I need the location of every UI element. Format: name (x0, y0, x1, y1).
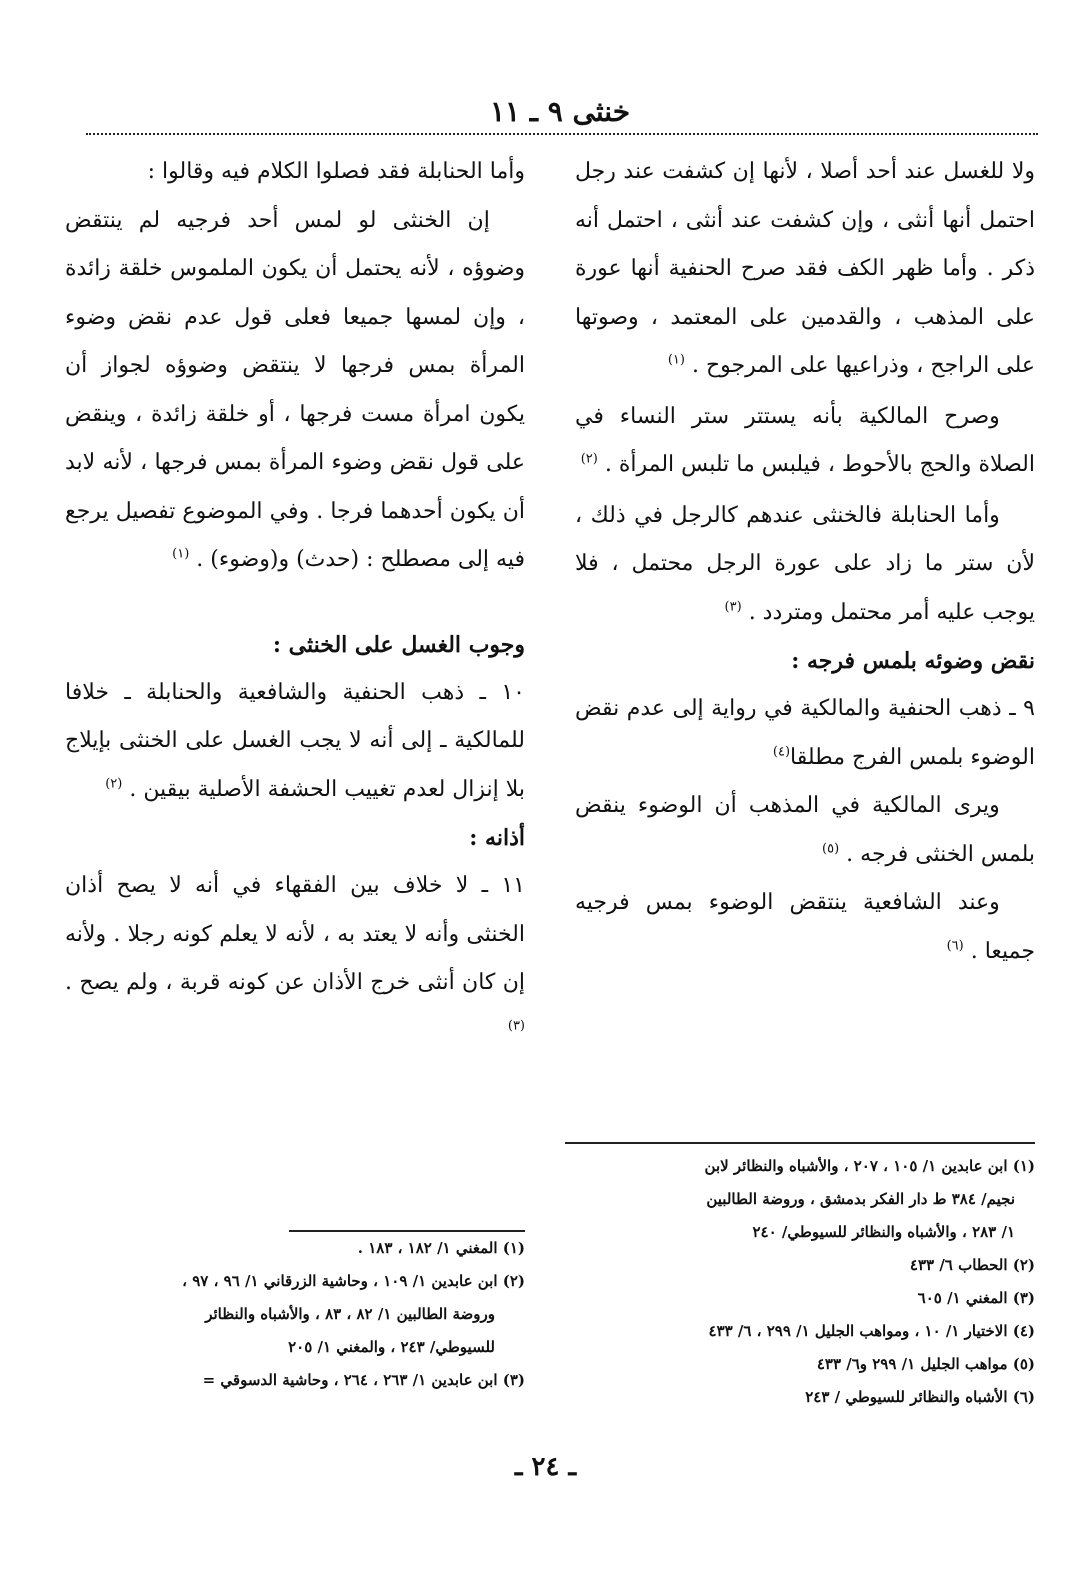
footnote: (٢) ابن عابدين ١/ ١٠٩ ، وحاشية الزرقاني ١/ ٩٦ ، ٩٧ ، (182, 1272, 525, 1290)
footnote: ١/ ٢٨٣ ، والأشباه والنظائر للسيوطي/ ٢٤٠ (752, 1223, 1015, 1241)
footnote: (٦) الأشباه والنظائر للسيوطي / ٢٤٣ (805, 1388, 1035, 1406)
footnotes-left (75, 1232, 525, 1397)
paragraph (575, 492, 1035, 638)
footnote: (٢) الحطاب ٦/ ٤٣٣ (909, 1256, 1035, 1274)
footnote: (٤) الاختيار ١/ ١٠ ، ومواهب الجليل ١/ ٢٩٩ ، ٦/ ٤٣٣ (708, 1322, 1035, 1340)
footnote: (٣) المغني ١/ ٦٠٥ (917, 1289, 1035, 1307)
footnote-ref: (٣) (724, 599, 742, 615)
paragraph (65, 669, 525, 815)
footnote-ref: (٥) (822, 841, 840, 857)
footnote: (١) المغني ١/ ١٨٢ ، ١٨٣ . (357, 1239, 525, 1257)
header-dotted-rule (86, 133, 1038, 135)
paragraph (575, 879, 1035, 976)
footnote-ref: (٦) (946, 938, 964, 954)
footnote-ref: (١) (172, 546, 190, 562)
footnote: وروضة الطالبين ١/ ٨٢ ، ٨٣ ، والأشباه والنظائر (205, 1305, 495, 1323)
paragraph (575, 782, 1035, 879)
paragraph-text: ١٠ ـ ذهب الحنفية والشافعية والحنابلة ـ خلافا للمالكية ـ إلى أنه لا يجب الغسل على الخنثى بإيلاج بلا إنزال لعدم تغييب الحشفة الأصلية بيقين . (65, 679, 525, 802)
running-header: خنثى ٩ ـ ١١ (489, 95, 631, 128)
footnote-rule (565, 1142, 1035, 1144)
paragraph (575, 393, 1035, 490)
paragraph (65, 197, 525, 585)
footnote: نجيم/ ٣٨٤ ط دار الفكر بدمشق ، وروضة الطالبين (706, 1190, 1015, 1208)
paragraph-text: ٩ ـ ذهب الحنفية والمالكية في رواية إلى عدم نقض الوضوء بلمس الفرج مطلقا (575, 696, 1035, 770)
paragraph: وأما الحنابلة فقد فصلوا الكلام فيه وقالوا : (147, 159, 525, 184)
footnote: للسيوطي/ ٢٤٣ ، والمغني ١/ ٢٠٥ (288, 1338, 495, 1356)
footnote-ref: (١) (667, 352, 685, 368)
paragraph-text: ولا للغسل عند أحد أصلا ، لأنها إن كشفت عند رجل احتمل أنها أنثى ، وإن كشفت عند أنثى ، احتمل أنه ذكر . وأما ظهر الكف فقد صرح الحنفية أنها عورة على المذهب ، والقدمين على المعتمد ، وصوتها على الراجح ، وذراعيها على المرجوح . (575, 159, 1035, 378)
paragraph-text: ويرى المالكية في المذهب أن الوضوء ينقض بلمس الخنثى فرجه . (575, 793, 1035, 867)
paragraph-text: وأما الحنابلة فالخنثى عندهم كالرجل في ذلك ، لأن ستر ما زاد على عورة الرجل محتمل ، فلا يوجب عليه أمر محتمل ومتردد . (575, 502, 1035, 625)
footnote: (٣) ابن عابدين ١/ ٢٦٣ ، ٢٦٤ ، وحاشية الدسوقي = (202, 1371, 525, 1389)
paragraph-text: وعند الشافعية ينتقض الوضوء بمس فرجيه جميعا . (575, 890, 1035, 964)
section-heading: نقض وضوئه بلمس فرجه : (791, 648, 1035, 674)
paragraph-text: ١١ ـ لا خلاف بين الفقهاء في أنه لا يصح أذان الخنثى وأنه لا يعتد به ، لأنه لا يعلم كونه رجلا . ولأنه إن كان أنثى خرج الأذان عن كونه قربة ، ولم يصح . (65, 873, 525, 995)
paragraph-text: وصرح المالكية بأنه يستتر ستر النساء في الصلاة والحج بالأحوط ، فيلبس ما تلبس المرأة . (575, 403, 1035, 477)
page-number: ـ ٢٤ ـ (514, 1452, 577, 1482)
footnote-ref: (٤) (772, 744, 791, 760)
section-heading: أذانه : (469, 825, 525, 851)
paragraph-text: إن الخنثى لو لمس أحد فرجيه لم ينتقض وضوؤه ، لأنه يحتمل أن يكون الملموس خلقة زائدة ، وإن لمسها جميعا فعلى قول عدم نقض وضوء المرأة بمس فرجها لا ينتقض وضوؤه لجواز أن يكون امرأة مست فرجها ، أو خلقة زائدة ، وينقض على قول نقض وضوء المرأة بمس فرجها ، لأنه لابد أن يكون أحدهما فرجا . وفي الموضوع تفصيل يرجع فيه إلى مصطلح : (حدث) و(وضوء) . (65, 207, 525, 572)
paragraph (65, 862, 525, 1056)
left-column (65, 148, 525, 1056)
paragraph (575, 685, 1035, 782)
footnote: (٥) مواهب الجليل ١/ ٢٩٩ و٦/ ٤٣٣ (816, 1355, 1035, 1373)
footnotes-right (565, 1146, 1035, 1414)
footnote-ref: (٢) (580, 451, 598, 467)
paragraph (575, 148, 1035, 391)
footnote-ref: (٣) (507, 1018, 525, 1034)
section-heading: وجوب الغسل على الخنثى : (272, 631, 525, 658)
footnote-ref: (٢) (105, 776, 123, 792)
footnote: (١) ابن عابدين ١/ ١٠٥ ، ٢٠٧ ، والأشباه والنظائر لابن (704, 1157, 1035, 1175)
right-column (575, 148, 1035, 976)
